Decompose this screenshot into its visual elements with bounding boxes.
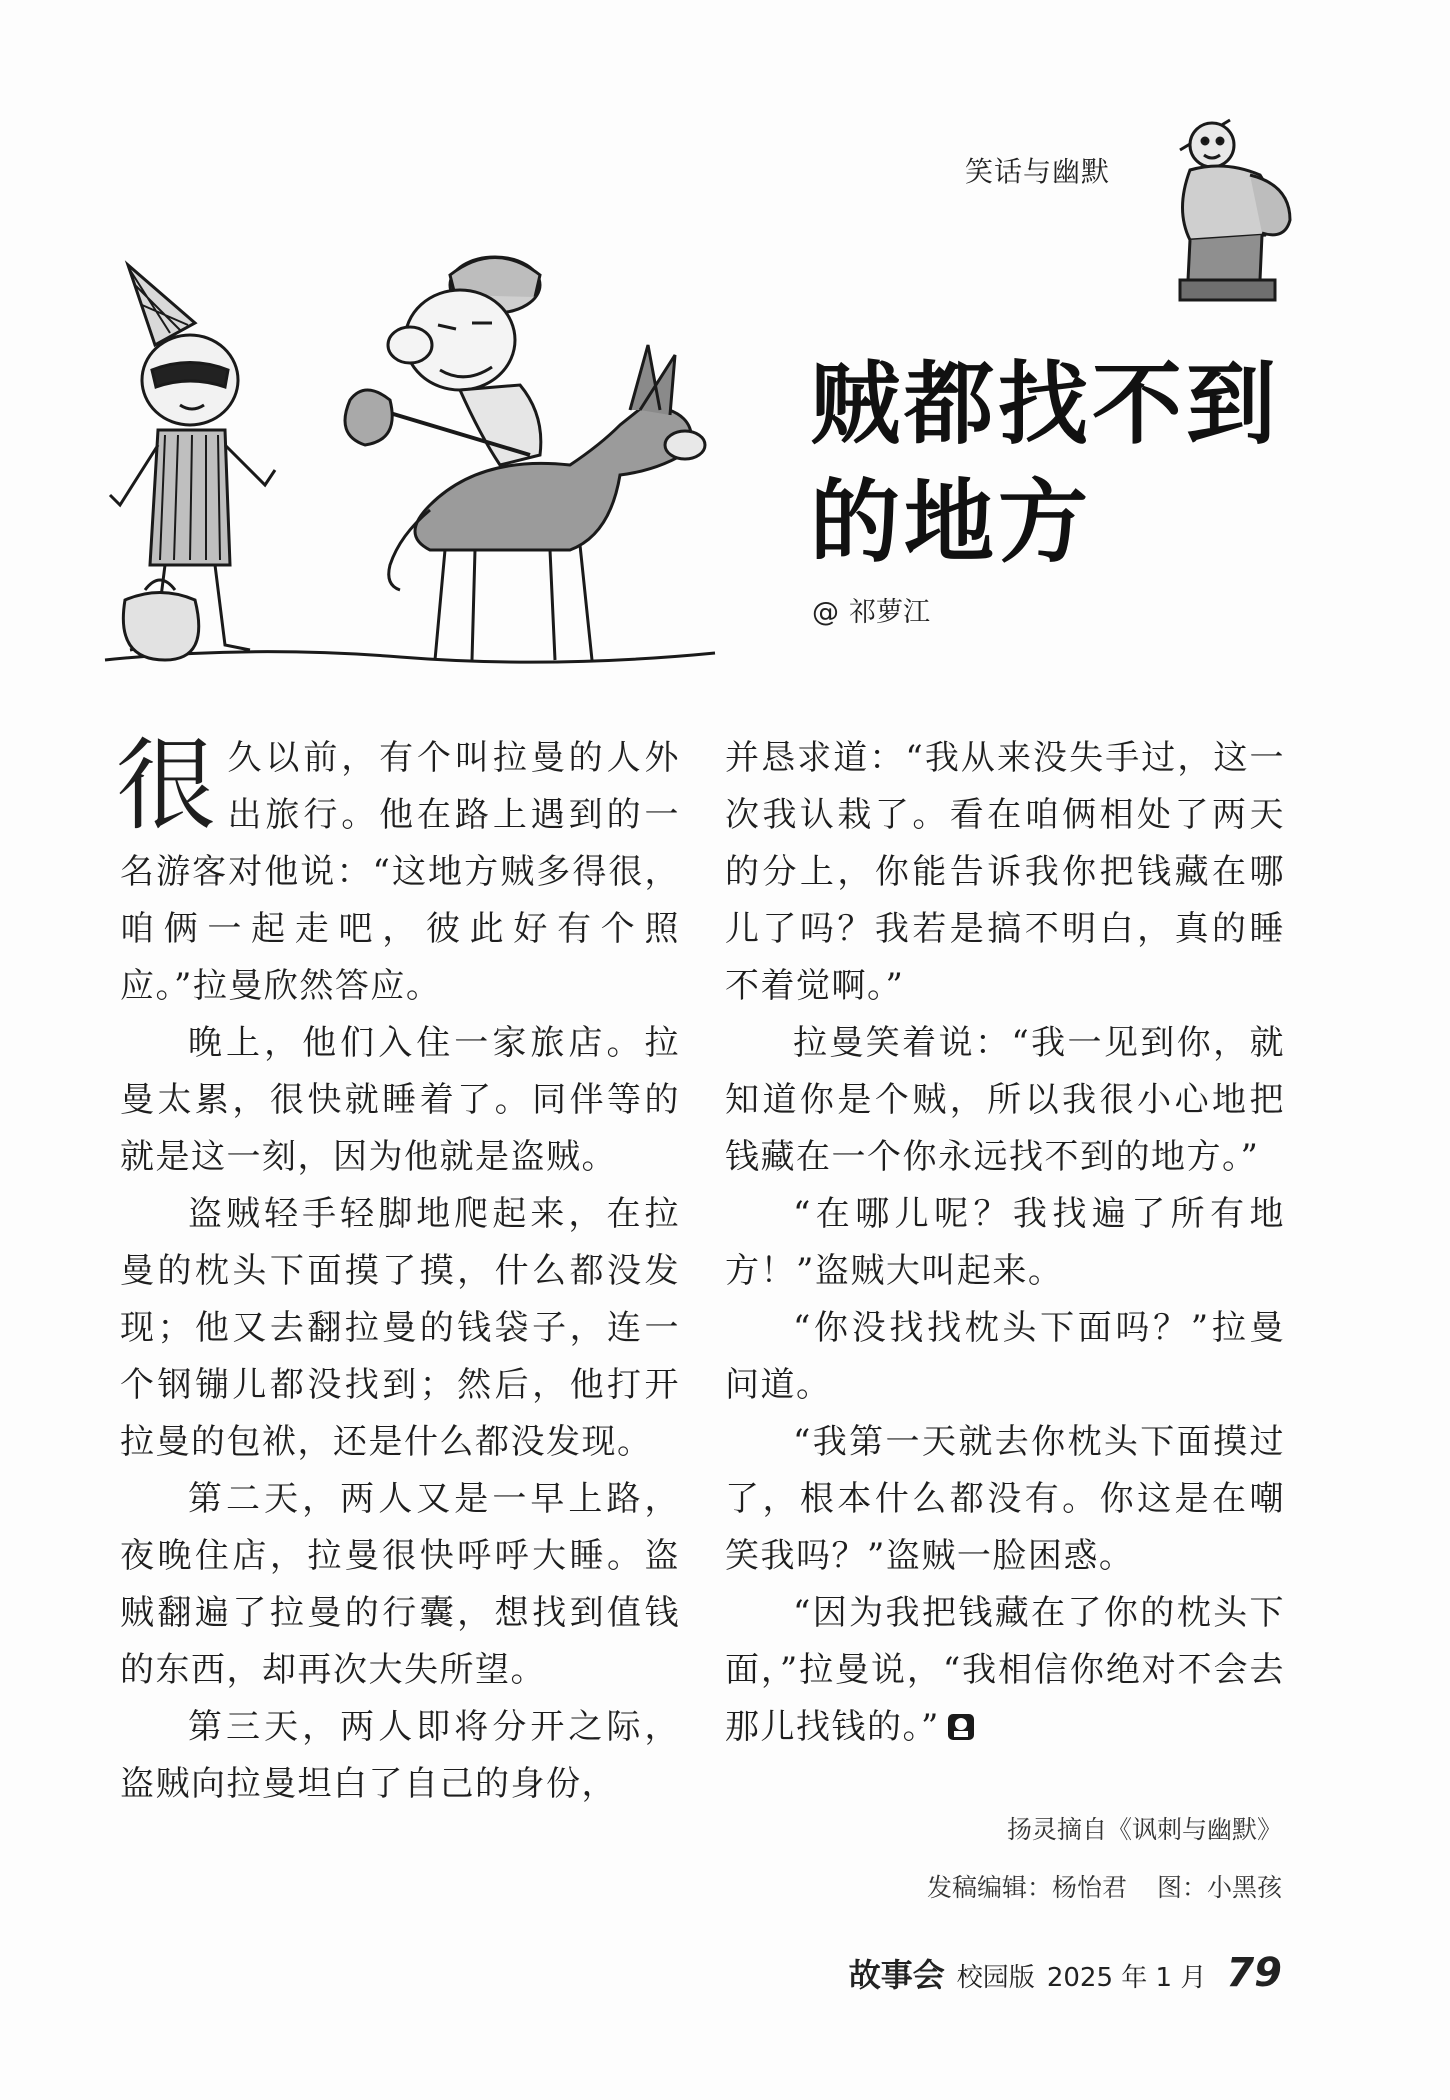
paragraph	[725, 1585, 1285, 1756]
paragraph: 并恳求道：“我从来没失手过，这一次我认栽了。看在咱俩相处了两天的分上，你能告诉我你把钱藏在哪儿了吗？我若是搞不明白，真的睡不着觉啊。”	[725, 738, 1285, 1006]
paragraph: “你没找找枕头下面吗？”拉曼问道。	[725, 1308, 1285, 1405]
credits	[905, 1868, 1282, 1904]
author-name: 祁萝江	[849, 597, 930, 628]
paragraph-text: 久以前，有个叫拉曼的人外出旅行。他在路上遇到的一名游客对他说：“这地方贼多得很，咱俩一起走吧，彼此好有个照应。”拉曼欣然答应。	[120, 738, 680, 1006]
magazine-edition: 校园版	[956, 1963, 1035, 1993]
paragraph: “我第一天就去你枕头下面摸过了，根本什么都没有。你这是在嘲笑我吗？”盗贼一脸困惑。	[725, 1422, 1285, 1576]
story-end-mark-icon	[946, 1712, 976, 1742]
mascot-cartoon-icon	[1150, 115, 1300, 310]
author-byline	[812, 590, 930, 629]
paragraph: 晚上，他们入住一家旅店。拉曼太累，很快就睡着了。同伴等的就是这一刻，因为他就是盗贼。	[120, 1023, 680, 1177]
title-line-2: 的地方	[810, 469, 1092, 575]
paragraph: 第三天，两人即将分开之际，盗贼向拉曼坦白了自己的身份，	[120, 1707, 680, 1804]
page-number: 79	[1226, 1950, 1282, 1996]
illustrator-credit: 图：小黑孩	[1156, 1873, 1282, 1902]
title-line-1: 贼都找不到	[810, 351, 1280, 457]
paragraph-text: “因为我把钱藏在了你的枕头下面，”拉曼说，“我相信你绝对不会去那儿找钱的。”	[725, 1593, 1285, 1747]
paragraph: 盗贼轻手轻脚地爬起来，在拉曼的枕头下面摸了摸，什么都没发现；他又去翻拉曼的钱袋子，连一个钢镚儿都没找到；然后，他打开拉曼的包袱，还是什么都没发现。	[120, 1194, 680, 1462]
thief-and-donkey-illustration	[100, 205, 720, 675]
page-footer	[849, 1950, 1282, 1996]
section-label: 笑话与幽默	[965, 155, 1111, 188]
magazine-brand: 故事会	[848, 1956, 945, 1994]
paragraph: 拉曼笑着说：“我一见到你，就知道你是个贼，所以我很小心地把钱藏在一个你永远找不到的地方。”	[725, 1023, 1285, 1177]
source-note: 扬灵摘自《讽刺与幽默》	[1006, 1815, 1282, 1844]
paragraph	[116, 727, 680, 1015]
article-title	[810, 345, 1280, 581]
issue-date: 2025 年 1 月	[1046, 1963, 1207, 1993]
drop-cap: 很	[116, 727, 218, 844]
editor-credit: 发稿编辑：杨怡君	[927, 1873, 1128, 1902]
author-prefix: @	[812, 597, 839, 628]
text-column-right	[725, 730, 1285, 1756]
paragraph: 第二天，两人又是一早上路，夜晚住店，拉曼很快呼呼大睡。盗贼翻遍了拉曼的行囊，想找到值钱的东西，却再次大失所望。	[120, 1479, 680, 1690]
text-column-left	[116, 727, 680, 1813]
paragraph: “在哪儿呢？我找遍了所有地方！”盗贼大叫起来。	[725, 1194, 1285, 1291]
